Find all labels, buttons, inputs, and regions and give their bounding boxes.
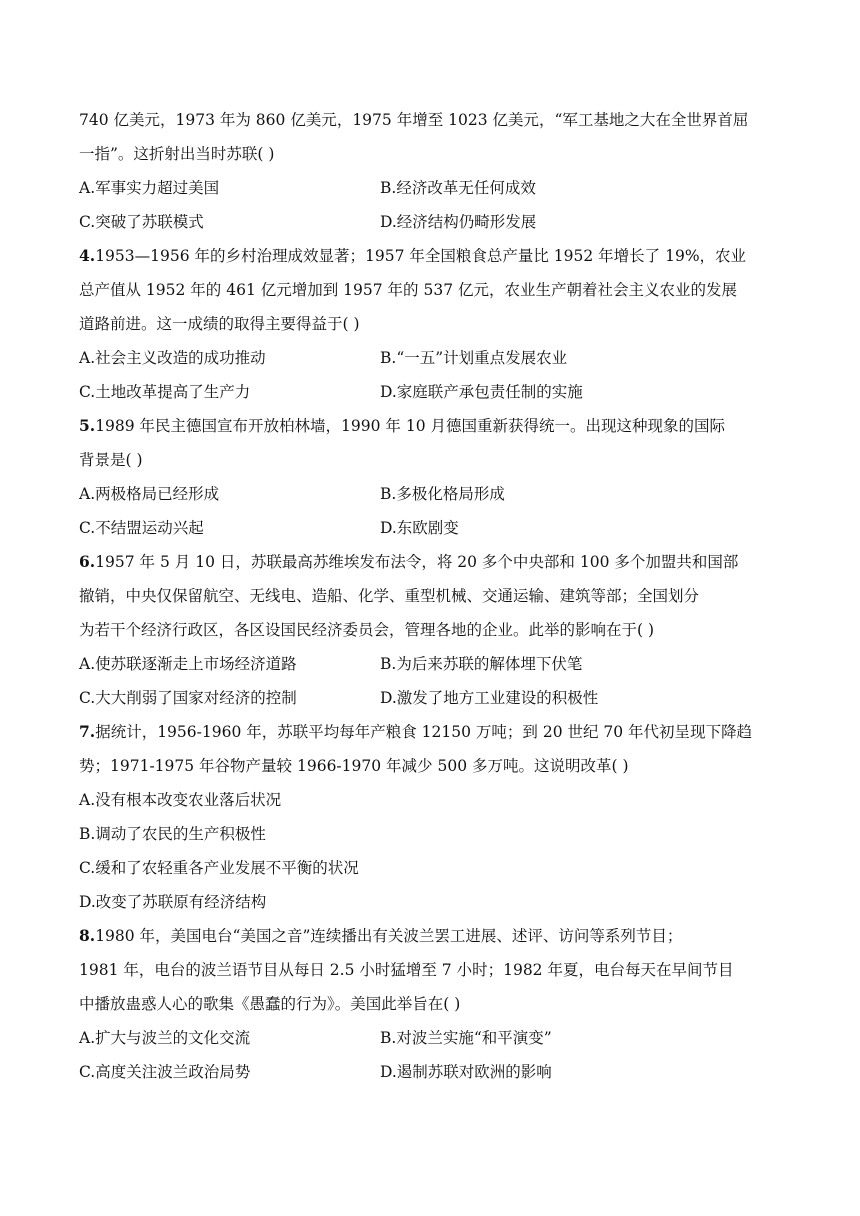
option-d: D.经济结构仍畸形发展 [380,213,537,231]
option-d: D.东欧剧变 [380,519,459,537]
question-number: 5. [79,416,96,435]
question-text: 总产值从 1952 年的 461 亿元增加到 1957 年的 537 亿元，农业生产朝着社会主义农业的发展 [79,281,737,299]
option-d: D.遏制苏联对欧洲的影响 [380,1063,552,1081]
question-text: 道路前进。这一成绩的取得主要得益于( ) [79,315,360,333]
option-b: B.“一五”计划重点发展农业 [380,349,568,367]
question-text: 中播放蛊惑人心的歌集《愚蠢的行为》。美国此举旨在( ) [79,995,461,1013]
question-text: 1980 年，美国电台“美国之音”连续播出有关波兰罢工进展、述评、访问等系列节目； [95,927,683,945]
option-a: A.两极格局已经形成 [79,485,220,503]
option-d: D.家庭联产承包责任制的实施 [380,383,583,401]
option-c: C.突破了苏联模式 [79,213,204,231]
question-number: 8. [79,926,96,945]
option-b: B.调动了农民的生产积极性 [79,825,266,843]
option-b: B.对波兰实施“和平演变” [380,1029,552,1047]
question-text: 1953—1956 年的乡村治理成效显著；1957 年全国粮食总产量比 1952 年增长了 19%，农业 [95,247,747,265]
option-b: B.为后来苏联的解体埋下伏笔 [380,655,583,673]
question-text: 1989 年民主德国宣布开放柏林墙，1990 年 10 月德国重新获得统一。出现这种现象的国际 [95,417,726,435]
question-text: 一指”。这折射出当时苏联( ) [79,145,275,163]
question-text: 1981 年，电台的波兰语节目从每日 2.5 小时猛增至 7 小时；1982 年夏，电台每天在早间节目 [79,961,734,979]
option-c: C.高度关注波兰政治局势 [79,1063,251,1081]
question-text: 背景是( ) [79,451,143,469]
question-5 [79,415,789,437]
option-c: C.土地改革提高了生产力 [79,383,251,401]
question-text: 势；1971-1975 年谷物产量较 1966-1970 年减少 500 多万吨。这说明改革( ) [79,757,629,775]
option-a: A.军事实力超过美国 [79,179,220,197]
question-text: 740 亿美元，1973 年为 860 亿美元，1975 年增至 1023 亿美元，“军工基地之大在全世界首屈 [79,111,749,129]
question-text: 撤销，中央仅保留航空、无线电、造船、化学、重型机械、交通运输、建筑等部；全国划分 [79,587,700,605]
question-7 [79,721,789,743]
option-c: C.不结盟运动兴起 [79,519,204,537]
question-8 [79,925,789,947]
option-c: C.缓和了农轻重各产业发展不平衡的状况 [79,859,359,877]
question-text: 为若干个经济行政区，各区设国民经济委员会，管理各地的企业。此举的影响在于( ) [79,621,655,639]
option-a: A.扩大与波兰的文化交流 [79,1029,251,1047]
option-b: B.多极化格局形成 [380,485,505,503]
option-a: A.使苏联逐渐走上市场经济道路 [79,655,297,673]
question-6 [79,551,789,573]
question-4 [79,245,789,267]
option-c: C.大大削弱了国家对经济的控制 [79,689,297,707]
question-number: 7. [79,722,96,741]
option-d: D.激发了地方工业建设的积极性 [380,689,599,707]
question-text: 1957 年 5 月 10 日，苏联最高苏维埃发布法令，将 20 多个中央部和 100 多个加盟共和国部 [95,553,739,571]
question-number: 6. [79,552,96,571]
option-d: D.改变了苏联原有经济结构 [79,893,267,911]
question-number: 4. [79,246,96,265]
question-text: 据统计，1956-1960 年，苏联平均每年产粮食 12150 万吨；到 20 世纪 70 年代初呈现下降趋 [95,723,753,741]
option-a: A.社会主义改造的成功推动 [79,349,266,367]
option-b: B.经济改革无任何成效 [380,179,536,197]
option-a: A.没有根本改变农业落后状况 [79,791,282,809]
